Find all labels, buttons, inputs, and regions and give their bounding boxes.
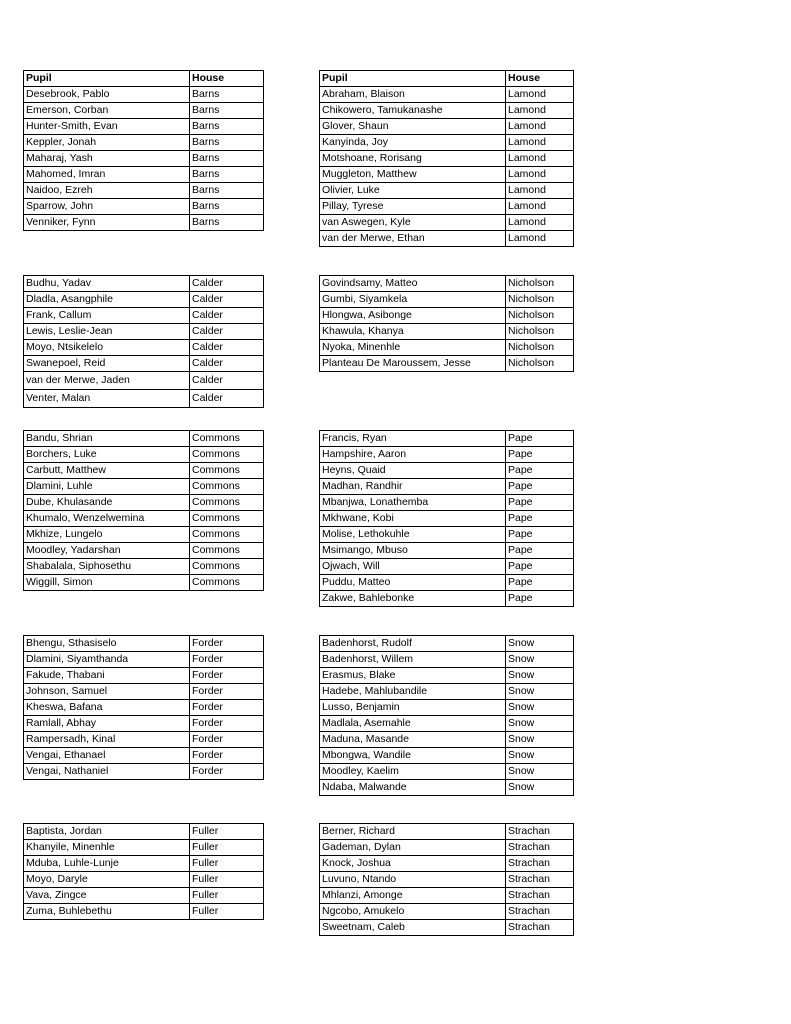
house-cell: Fuller	[190, 840, 264, 856]
table-row	[24, 276, 264, 292]
house-cell: Commons	[190, 575, 264, 591]
pupil-cell: Dlamini, Siyamthanda	[24, 652, 190, 668]
pupil-cell: Mkhize, Lungelo	[24, 527, 190, 543]
pupil-cell: Mduba, Luhle-Lunje	[24, 856, 190, 872]
house-cell: Snow	[506, 716, 574, 732]
pupil-cell: Moyo, Daryle	[24, 872, 190, 888]
house-cell: Barns	[190, 215, 264, 231]
pupil-cell: van der Merwe, Jaden	[24, 372, 190, 390]
house-cell: Barns	[190, 183, 264, 199]
house-cell: Forder	[190, 716, 264, 732]
house-cell: Calder	[190, 308, 264, 324]
table-row	[24, 700, 264, 716]
house-cell: Lamond	[506, 151, 574, 167]
house-cell: Commons	[190, 463, 264, 479]
house-cell: Snow	[506, 652, 574, 668]
pupil-cell: Naidoo, Ezreh	[24, 183, 190, 199]
pupil-cell: Madlala, Asemahle	[320, 716, 506, 732]
house-column-header: House	[506, 71, 574, 87]
pupil-cell: Olivier, Luke	[320, 183, 506, 199]
pupil-cell: Mkhwane, Kobi	[320, 511, 506, 527]
house-table-strachan	[319, 823, 574, 936]
pupil-cell: Abraham, Blaison	[320, 87, 506, 103]
house-cell: Forder	[190, 636, 264, 652]
pupil-cell: Gumbi, Siyamkela	[320, 292, 506, 308]
pupil-cell: Badenhorst, Rudolf	[320, 636, 506, 652]
table-row	[320, 888, 574, 904]
house-table-pape	[319, 430, 574, 607]
table-row	[24, 668, 264, 684]
table-row	[320, 463, 574, 479]
table-row	[320, 103, 574, 119]
house-cell: Fuller	[190, 856, 264, 872]
table-row	[24, 716, 264, 732]
pupil-cell: Vengai, Ethanael	[24, 748, 190, 764]
pupil-cell: Dladla, Asangphile	[24, 292, 190, 308]
table-row	[24, 636, 264, 652]
pupil-cell: Dlamini, Luhle	[24, 479, 190, 495]
pupil-column-header: Pupil	[24, 71, 190, 87]
table-row	[320, 511, 574, 527]
house-cell: Snow	[506, 764, 574, 780]
house-cell: Strachan	[506, 920, 574, 936]
table-row	[320, 780, 574, 796]
table-row	[24, 103, 264, 119]
pupil-cell: Kanyinda, Joy	[320, 135, 506, 151]
table-row	[320, 920, 574, 936]
house-cell: Barns	[190, 103, 264, 119]
table-row	[320, 135, 574, 151]
house-cell: Pape	[506, 527, 574, 543]
house-cell: Nicholson	[506, 324, 574, 340]
house-cell: Barns	[190, 151, 264, 167]
house-cell: Pape	[506, 559, 574, 575]
house-table-snow	[319, 635, 574, 796]
pupil-cell: Carbutt, Matthew	[24, 463, 190, 479]
pupil-cell: Khanyile, Minenhle	[24, 840, 190, 856]
house-cell: Barns	[190, 119, 264, 135]
house-cell: Calder	[190, 324, 264, 340]
pupil-cell: van Aswegen, Kyle	[320, 215, 506, 231]
pupil-cell: van der Merwe, Ethan	[320, 231, 506, 247]
table-row	[320, 447, 574, 463]
table-row	[24, 856, 264, 872]
pupil-cell: Ojwach, Will	[320, 559, 506, 575]
table-row	[320, 199, 574, 215]
pupil-cell: Ramlall, Abhay	[24, 716, 190, 732]
pupil-cell: Sweetnam, Caleb	[320, 920, 506, 936]
pupil-cell: Desebrook, Pablo	[24, 87, 190, 103]
house-cell: Pape	[506, 479, 574, 495]
table-row	[320, 668, 574, 684]
table-row	[24, 764, 264, 780]
table-row	[24, 824, 264, 840]
house-cell: Lamond	[506, 135, 574, 151]
pupil-cell: Moodley, Kaelim	[320, 764, 506, 780]
pupil-cell: Madhan, Randhir	[320, 479, 506, 495]
pupil-cell: Moyo, Ntsikelelo	[24, 340, 190, 356]
pupil-cell: Hadebe, Mahlubandile	[320, 684, 506, 700]
table-row	[320, 183, 574, 199]
table-row	[24, 340, 264, 356]
table-row	[24, 199, 264, 215]
pupil-cell: Pillay, Tyrese	[320, 199, 506, 215]
pupil-cell: Vava, Zingce	[24, 888, 190, 904]
table-row	[320, 527, 574, 543]
house-cell: Snow	[506, 684, 574, 700]
pupil-cell: Puddu, Matteo	[320, 575, 506, 591]
pupil-cell: Bandu, Shrian	[24, 431, 190, 447]
house-cell: Pape	[506, 591, 574, 607]
table-row	[24, 447, 264, 463]
pupil-cell: Baptista, Jordan	[24, 824, 190, 840]
table-row	[320, 356, 574, 372]
pupil-cell: Maduna, Masande	[320, 732, 506, 748]
pupil-cell: Ngcobo, Amukelo	[320, 904, 506, 920]
table-row	[24, 390, 264, 408]
pupil-cell: Govindsamy, Matteo	[320, 276, 506, 292]
pupil-column-header: Pupil	[320, 71, 506, 87]
house-cell: Lamond	[506, 215, 574, 231]
house-cell: Commons	[190, 431, 264, 447]
table-row	[24, 292, 264, 308]
table-row	[320, 479, 574, 495]
house-cell: Barns	[190, 199, 264, 215]
table-row	[24, 575, 264, 591]
table-row	[320, 716, 574, 732]
pupil-cell: Frank, Callum	[24, 308, 190, 324]
pupil-cell: Maharaj, Yash	[24, 151, 190, 167]
house-cell: Forder	[190, 700, 264, 716]
house-cell: Commons	[190, 479, 264, 495]
table-row	[24, 888, 264, 904]
table-row	[320, 764, 574, 780]
pupil-cell: Khawula, Khanya	[320, 324, 506, 340]
pupil-cell: Mbanjwa, Lonathemba	[320, 495, 506, 511]
pupil-cell: Badenhorst, Willem	[320, 652, 506, 668]
house-cell: Forder	[190, 684, 264, 700]
house-cell: Strachan	[506, 888, 574, 904]
table-row	[24, 511, 264, 527]
table-row	[320, 543, 574, 559]
house-cell: Strachan	[506, 824, 574, 840]
house-table-fuller	[23, 823, 264, 920]
table-row	[320, 340, 574, 356]
table-row	[24, 872, 264, 888]
house-cell: Pape	[506, 575, 574, 591]
table-row	[320, 324, 574, 340]
house-cell: Calder	[190, 390, 264, 408]
table-row	[24, 431, 264, 447]
table-row	[320, 824, 574, 840]
house-cell: Snow	[506, 668, 574, 684]
pupil-cell: Borchers, Luke	[24, 447, 190, 463]
pupil-cell: Shabalala, Siphosethu	[24, 559, 190, 575]
pupil-cell: Luvuno, Ntando	[320, 872, 506, 888]
table-row	[320, 856, 574, 872]
house-cell: Snow	[506, 700, 574, 716]
pupil-cell: Vengai, Nathaniel	[24, 764, 190, 780]
pupil-cell: Knock, Joshua	[320, 856, 506, 872]
house-table-calder	[23, 275, 264, 408]
house-cell: Nicholson	[506, 340, 574, 356]
table-row	[24, 527, 264, 543]
table-row	[24, 215, 264, 231]
house-cell: Forder	[190, 652, 264, 668]
table-row	[320, 119, 574, 135]
table-row	[320, 231, 574, 247]
pupil-cell: Hlongwa, Asibonge	[320, 308, 506, 324]
house-cell: Lamond	[506, 167, 574, 183]
table-row	[24, 543, 264, 559]
house-table-forder	[23, 635, 264, 780]
table-row	[320, 732, 574, 748]
pupil-cell: Bhengu, Sthasiselo	[24, 636, 190, 652]
pupil-cell: Nyoka, Minenhle	[320, 340, 506, 356]
pupil-cell: Rampersadh, Kinal	[24, 732, 190, 748]
house-cell: Commons	[190, 511, 264, 527]
table-row	[24, 183, 264, 199]
house-cell: Nicholson	[506, 276, 574, 292]
house-cell: Forder	[190, 732, 264, 748]
house-cell: Barns	[190, 87, 264, 103]
table-row	[320, 215, 574, 231]
pupil-cell: Berner, Richard	[320, 824, 506, 840]
table-row	[320, 308, 574, 324]
pupil-cell: Ndaba, Malwande	[320, 780, 506, 796]
table-row	[24, 732, 264, 748]
table-row	[320, 87, 574, 103]
table-header-row	[320, 71, 574, 87]
house-cell: Commons	[190, 559, 264, 575]
house-cell: Strachan	[506, 840, 574, 856]
pupil-cell: Chikowero, Tamukanashe	[320, 103, 506, 119]
house-cell: Strachan	[506, 904, 574, 920]
pupil-cell: Molise, Lethokuhle	[320, 527, 506, 543]
pupil-cell: Swanepoel, Reid	[24, 356, 190, 372]
table-row	[320, 495, 574, 511]
pupil-cell: Msimango, Mbuso	[320, 543, 506, 559]
house-cell: Commons	[190, 447, 264, 463]
table-row	[24, 495, 264, 511]
pupil-cell: Mbongwa, Wandile	[320, 748, 506, 764]
house-cell: Barns	[190, 135, 264, 151]
table-row	[320, 872, 574, 888]
pupil-cell: Fakude, Thabani	[24, 668, 190, 684]
pupil-cell: Sparrow, John	[24, 199, 190, 215]
pupil-cell: Planteau De Maroussem, Jesse	[320, 356, 506, 372]
house-cell: Strachan	[506, 872, 574, 888]
house-cell: Snow	[506, 732, 574, 748]
house-table-lamond	[319, 70, 574, 247]
table-row	[24, 167, 264, 183]
pupil-cell: Francis, Ryan	[320, 431, 506, 447]
table-row	[24, 151, 264, 167]
table-row	[24, 135, 264, 151]
table-row	[24, 652, 264, 668]
pupil-cell: Dube, Khulasande	[24, 495, 190, 511]
house-cell: Pape	[506, 543, 574, 559]
table-row	[320, 748, 574, 764]
table-row	[24, 748, 264, 764]
pupil-cell: Hampshire, Aaron	[320, 447, 506, 463]
house-cell: Calder	[190, 372, 264, 390]
table-row	[320, 700, 574, 716]
house-cell: Nicholson	[506, 292, 574, 308]
table-row	[24, 904, 264, 920]
pupil-cell: Moodley, Yadarshan	[24, 543, 190, 559]
table-row	[24, 684, 264, 700]
pupil-cell: Erasmus, Blake	[320, 668, 506, 684]
table-row	[320, 151, 574, 167]
table-row	[24, 372, 264, 390]
pupil-cell: Motshoane, Rorisang	[320, 151, 506, 167]
house-column-header: House	[190, 71, 264, 87]
pupil-cell: Glover, Shaun	[320, 119, 506, 135]
house-cell: Lamond	[506, 231, 574, 247]
table-row	[320, 904, 574, 920]
house-cell: Commons	[190, 527, 264, 543]
house-cell: Nicholson	[506, 308, 574, 324]
pupil-cell: Kheswa, Bafana	[24, 700, 190, 716]
table-header-row	[24, 71, 264, 87]
house-cell: Lamond	[506, 183, 574, 199]
house-cell: Pape	[506, 431, 574, 447]
house-table-commons	[23, 430, 264, 591]
house-cell: Fuller	[190, 872, 264, 888]
house-cell: Lamond	[506, 199, 574, 215]
pupil-cell: Zakwe, Bahlebonke	[320, 591, 506, 607]
pupil-cell: Khumalo, Wenzelwemina	[24, 511, 190, 527]
pupil-cell: Keppler, Jonah	[24, 135, 190, 151]
table-row	[24, 308, 264, 324]
house-cell: Commons	[190, 495, 264, 511]
table-row	[320, 431, 574, 447]
house-cell: Snow	[506, 748, 574, 764]
table-row	[320, 840, 574, 856]
house-cell: Forder	[190, 748, 264, 764]
house-cell: Lamond	[506, 87, 574, 103]
table-row	[320, 636, 574, 652]
house-cell: Lamond	[506, 119, 574, 135]
table-row	[24, 479, 264, 495]
house-cell: Pape	[506, 447, 574, 463]
table-row	[320, 591, 574, 607]
house-table-barns	[23, 70, 264, 231]
pupil-cell: Johnson, Samuel	[24, 684, 190, 700]
pupil-cell: Lewis, Leslie-Jean	[24, 324, 190, 340]
house-cell: Pape	[506, 511, 574, 527]
house-cell: Strachan	[506, 856, 574, 872]
table-row	[320, 167, 574, 183]
house-cell: Pape	[506, 495, 574, 511]
pupil-cell: Heyns, Quaid	[320, 463, 506, 479]
house-cell: Lamond	[506, 103, 574, 119]
table-row	[320, 652, 574, 668]
house-cell: Commons	[190, 543, 264, 559]
pupil-cell: Zuma, Buhlebethu	[24, 904, 190, 920]
house-table-nicholson	[319, 275, 574, 372]
table-row	[320, 292, 574, 308]
table-row	[24, 463, 264, 479]
table-row	[320, 276, 574, 292]
pupil-cell: Emerson, Corban	[24, 103, 190, 119]
house-cell: Forder	[190, 668, 264, 684]
pupil-cell: Venter, Malan	[24, 390, 190, 408]
house-cell: Calder	[190, 340, 264, 356]
house-cell: Pape	[506, 463, 574, 479]
pupil-cell: Venniker, Fynn	[24, 215, 190, 231]
pupil-cell: Mhlanzi, Amonge	[320, 888, 506, 904]
pupil-cell: Mahomed, Imran	[24, 167, 190, 183]
table-row	[24, 559, 264, 575]
house-cell: Fuller	[190, 824, 264, 840]
pupil-cell: Hunter-Smith, Evan	[24, 119, 190, 135]
table-row	[24, 119, 264, 135]
house-cell: Calder	[190, 292, 264, 308]
pupil-cell: Gademan, Dylan	[320, 840, 506, 856]
pupil-cell: Lusso, Benjamin	[320, 700, 506, 716]
house-cell: Nicholson	[506, 356, 574, 372]
table-row	[24, 356, 264, 372]
house-cell: Forder	[190, 764, 264, 780]
house-cell: Snow	[506, 780, 574, 796]
table-row	[24, 324, 264, 340]
pupil-cell: Wiggill, Simon	[24, 575, 190, 591]
house-cell: Snow	[506, 636, 574, 652]
house-cell: Calder	[190, 356, 264, 372]
house-cell: Fuller	[190, 888, 264, 904]
house-cell: Barns	[190, 167, 264, 183]
pupil-cell: Muggleton, Matthew	[320, 167, 506, 183]
table-row	[320, 575, 574, 591]
table-row	[24, 87, 264, 103]
house-cell: Fuller	[190, 904, 264, 920]
pupil-cell: Budhu, Yadav	[24, 276, 190, 292]
table-row	[24, 840, 264, 856]
table-row	[320, 684, 574, 700]
house-cell: Calder	[190, 276, 264, 292]
table-row	[320, 559, 574, 575]
